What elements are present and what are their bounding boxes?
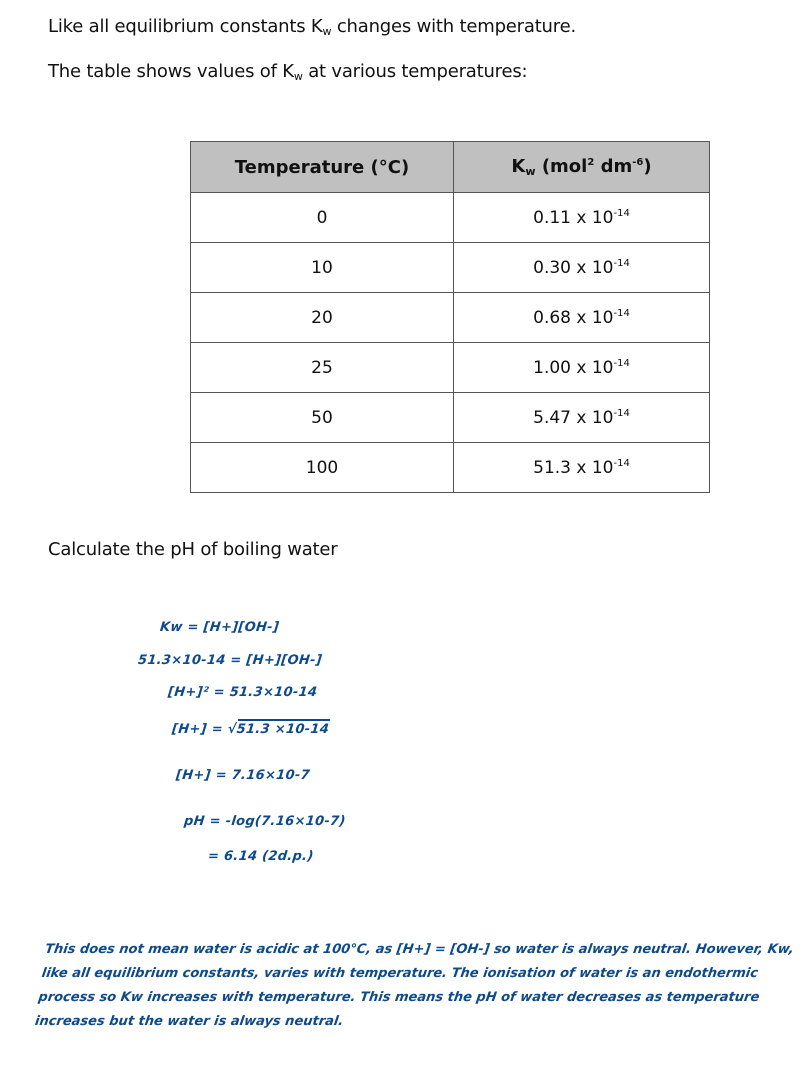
cell-temperature: 25 (191, 343, 454, 393)
working-line-3: [H+]² = 51.3×10-14 (167, 685, 319, 700)
kw-unit: dm (594, 156, 633, 177)
question-text: Calculate the pH of boiling water (48, 539, 338, 560)
table-row (191, 243, 710, 293)
header-kw (454, 142, 710, 193)
table-row (191, 393, 710, 443)
kw-value: 0.68 x 10 (533, 307, 614, 328)
kw-exponent: -14 (613, 457, 630, 469)
cell-temperature: 20 (191, 293, 454, 343)
kw-value: 0.11 x 10 (533, 207, 614, 228)
table-header-row (191, 142, 710, 193)
working-line-1: Kw = [H+][OH-] (159, 620, 280, 635)
table-row (191, 193, 710, 243)
kw-unit: ) (643, 156, 652, 177)
intro-line-1 (48, 16, 576, 38)
intro-line-2 (48, 61, 527, 83)
table-row (191, 343, 710, 393)
cell-kw (454, 293, 710, 343)
kw-exponent: -14 (613, 407, 630, 419)
kw-subscript: w (525, 165, 536, 178)
cell-kw (454, 243, 710, 293)
working-line-7: = 6.14 (2d.p.) (207, 849, 315, 864)
cell-kw (454, 393, 710, 443)
working-line-4 (171, 722, 330, 737)
cell-kw (454, 343, 710, 393)
header-temperature: Temperature (°C) (191, 142, 454, 193)
kw-value: 51.3 x 10 (533, 457, 614, 478)
sqrt-radicand: 51.3 ×10-14 (236, 719, 330, 737)
sqrt-prefix: [H+] = √ (171, 722, 238, 737)
unit-exponent: -6 (632, 157, 644, 168)
working-line-2: 51.3×10-14 = [H+][OH-] (137, 653, 323, 668)
table-row (191, 293, 710, 343)
cell-temperature: 50 (191, 393, 454, 443)
kw-value: 1.00 x 10 (533, 357, 614, 378)
cell-temperature: 100 (191, 443, 454, 493)
unit-exponent: 2 (587, 157, 595, 168)
kw-temperature-table (190, 141, 710, 493)
kw-exponent: -14 (613, 207, 630, 219)
table-row (191, 443, 710, 493)
kw-unit: (mol (535, 156, 588, 177)
intro-text: at various temperatures: (302, 61, 528, 82)
kw-symbol: K (511, 156, 526, 177)
kw-subscript: w (293, 70, 303, 83)
cell-temperature: 10 (191, 243, 454, 293)
cell-kw (454, 193, 710, 243)
kw-value: 0.30 x 10 (533, 257, 614, 278)
intro-text: The table shows values of K (48, 61, 294, 82)
cell-temperature: 0 (191, 193, 454, 243)
kw-exponent: -14 (613, 357, 630, 369)
kw-exponent: -14 (613, 257, 630, 269)
kw-value: 5.47 x 10 (533, 407, 614, 428)
working-line-6: pH = -log(7.16×10-7) (183, 814, 347, 829)
cell-kw (454, 443, 710, 493)
kw-exponent: -14 (613, 307, 630, 319)
handwritten-explanation: This does not mean water is acidic at 100°C, as [H+] = [OH-] so water is always neutral. However, Kw, like all equilibrium constants, varies with temperature. The ionisation of water is an endothermic process so Kw increases with temperature. This means the pH of water decreases as temperature increases but the water is always neutral. (33, 942, 795, 1029)
working-line-5: [H+] = 7.16×10-7 (175, 768, 311, 783)
intro-text: changes with temperature. (331, 16, 576, 37)
intro-text: Like all equilibrium constants K (48, 16, 323, 37)
kw-subscript: w (322, 25, 332, 38)
